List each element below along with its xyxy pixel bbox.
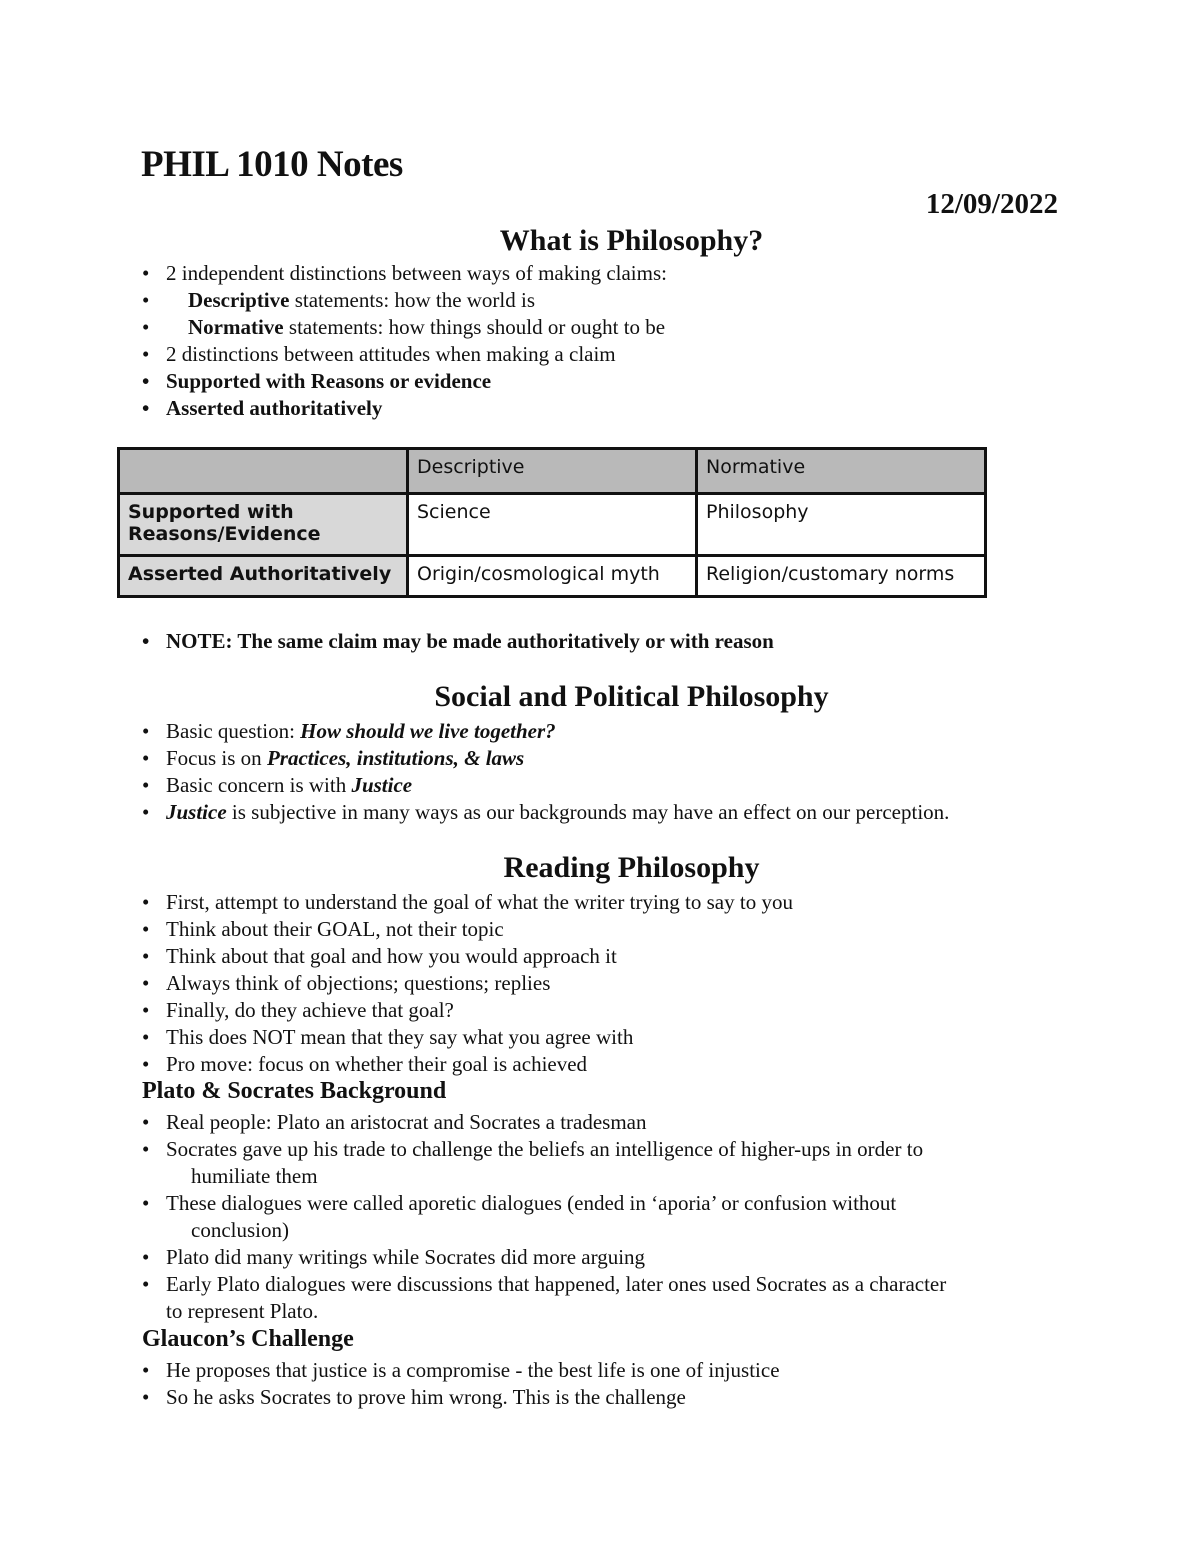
list-plato-socrates bbox=[142, 1109, 1072, 1325]
bullet-glyph: • bbox=[142, 719, 150, 743]
bullet-glyph: • bbox=[142, 1272, 150, 1296]
list-item: • Normative statements: how things should or ought to be bbox=[142, 315, 666, 339]
list-note bbox=[142, 628, 1072, 655]
list-item: • Early Plato dialogues were discussions that happened, later ones used Socrates as a character to represent Plato. bbox=[142, 1272, 947, 1323]
bullet-glyph: • bbox=[142, 1191, 150, 1215]
bullet-glyph: • bbox=[142, 746, 150, 770]
table-row bbox=[119, 556, 986, 597]
bullet-glyph: • bbox=[142, 629, 150, 653]
bullet-glyph: • bbox=[142, 396, 150, 420]
list-what-is-philosophy bbox=[142, 260, 1072, 422]
table-row bbox=[119, 494, 986, 556]
list-item: • Basic concern is with Justice bbox=[142, 773, 413, 797]
list-item: • Descriptive statements: how the world is bbox=[142, 288, 536, 312]
list-item: • Pro move: focus on whether their goal is achieved bbox=[142, 1052, 588, 1076]
bullet-glyph: • bbox=[142, 890, 150, 914]
list-item: • Asserted authoritatively bbox=[142, 396, 383, 420]
table-cell: Origin/cosmological myth bbox=[408, 556, 697, 597]
list-item: • This does NOT mean that they say what you agree with bbox=[142, 1025, 634, 1049]
list-item: • Socrates gave up his trade to challenge the beliefs an intelligence of higher-ups in order to humiliate them bbox=[142, 1137, 924, 1188]
list-item: • These dialogues were called aporetic dialogues (ended in ‘aporia’ or confusion without conclusion) bbox=[142, 1191, 897, 1242]
row-header-asserted: Asserted Authoritatively bbox=[119, 556, 408, 597]
bullet-glyph: • bbox=[142, 315, 150, 339]
list-item: • Finally, do they achieve that goal? bbox=[142, 998, 454, 1022]
bullet-glyph: • bbox=[142, 1385, 150, 1409]
list-social-political bbox=[142, 718, 1072, 826]
bullet-glyph: • bbox=[142, 1137, 150, 1161]
bullet-glyph: • bbox=[142, 917, 150, 941]
list-item: • Justice is subjective in many ways as our backgrounds may have an effect on our perception. bbox=[142, 800, 950, 824]
heading-glaucon-challenge: Glaucon’s Challenge bbox=[142, 1326, 354, 1352]
table-cell: Science bbox=[408, 494, 697, 556]
list-item: • He proposes that justice is a compromise - the best life is one of injustice bbox=[142, 1358, 780, 1382]
bullet-glyph: • bbox=[142, 773, 150, 797]
bullet-glyph: • bbox=[142, 971, 150, 995]
heading-social-political: Social and Political Philosophy bbox=[434, 680, 829, 713]
list-item: • So he asks Socrates to prove him wrong. This is the challenge bbox=[142, 1385, 686, 1409]
table-corner-cell bbox=[119, 449, 408, 494]
table-header-row bbox=[119, 449, 986, 494]
list-item: • Think about their GOAL, not their topic bbox=[142, 917, 504, 941]
bullet-glyph: • bbox=[142, 998, 150, 1022]
bullet-glyph: • bbox=[142, 1245, 150, 1269]
bullet-glyph: • bbox=[142, 1052, 150, 1076]
list-item: • First, attempt to understand the goal of what the writer trying to say to you bbox=[142, 890, 793, 914]
list-glaucon-challenge bbox=[142, 1357, 1072, 1411]
bullet-glyph: • bbox=[142, 342, 150, 366]
bullet-glyph: • bbox=[142, 800, 150, 824]
table-cell: Philosophy bbox=[697, 494, 986, 556]
list-item: • Basic question: How should we live together? bbox=[142, 719, 556, 743]
list-item: • NOTE: The same claim may be made authoritatively or with reason bbox=[142, 629, 774, 653]
bullet-glyph: • bbox=[142, 288, 150, 312]
list-item: • Real people: Plato an aristocrat and Socrates a tradesman bbox=[142, 1110, 647, 1134]
list-item: • 2 distinctions between attitudes when making a claim bbox=[142, 342, 616, 366]
bullet-glyph: • bbox=[142, 261, 150, 285]
list-item: • Think about that goal and how you would approach it bbox=[142, 944, 617, 968]
list-item: • Supported with Reasons or evidence bbox=[142, 369, 492, 393]
row-header-supported: Supported with Reasons/Evidence bbox=[119, 494, 408, 556]
list-item: • 2 independent distinctions between ways of making claims: bbox=[142, 261, 667, 285]
table-cell: Religion/customary norms bbox=[697, 556, 986, 597]
list-item: • Focus is on Practices, institutions, & laws bbox=[142, 746, 525, 770]
heading-plato-socrates: Plato & Socrates Background bbox=[142, 1078, 447, 1104]
column-header-descriptive: Descriptive bbox=[408, 449, 697, 494]
column-header-normative: Normative bbox=[697, 449, 986, 494]
bullet-glyph: • bbox=[142, 369, 150, 393]
document-title: PHIL 1010 Notes bbox=[141, 144, 403, 185]
bullet-glyph: • bbox=[142, 1110, 150, 1134]
heading-reading-philosophy: Reading Philosophy bbox=[503, 851, 760, 884]
bullet-glyph: • bbox=[142, 1358, 150, 1382]
document-date: 12/09/2022 bbox=[925, 188, 1058, 220]
list-reading-philosophy bbox=[142, 889, 1072, 1078]
list-item: • Plato did many writings while Socrates did more arguing bbox=[142, 1245, 646, 1269]
heading-what-is-philosophy: What is Philosophy? bbox=[499, 224, 764, 257]
list-item: • Always think of objections; questions; replies bbox=[142, 971, 551, 995]
bullet-glyph: • bbox=[142, 944, 150, 968]
claims-table bbox=[117, 447, 987, 598]
bullet-glyph: • bbox=[142, 1025, 150, 1049]
